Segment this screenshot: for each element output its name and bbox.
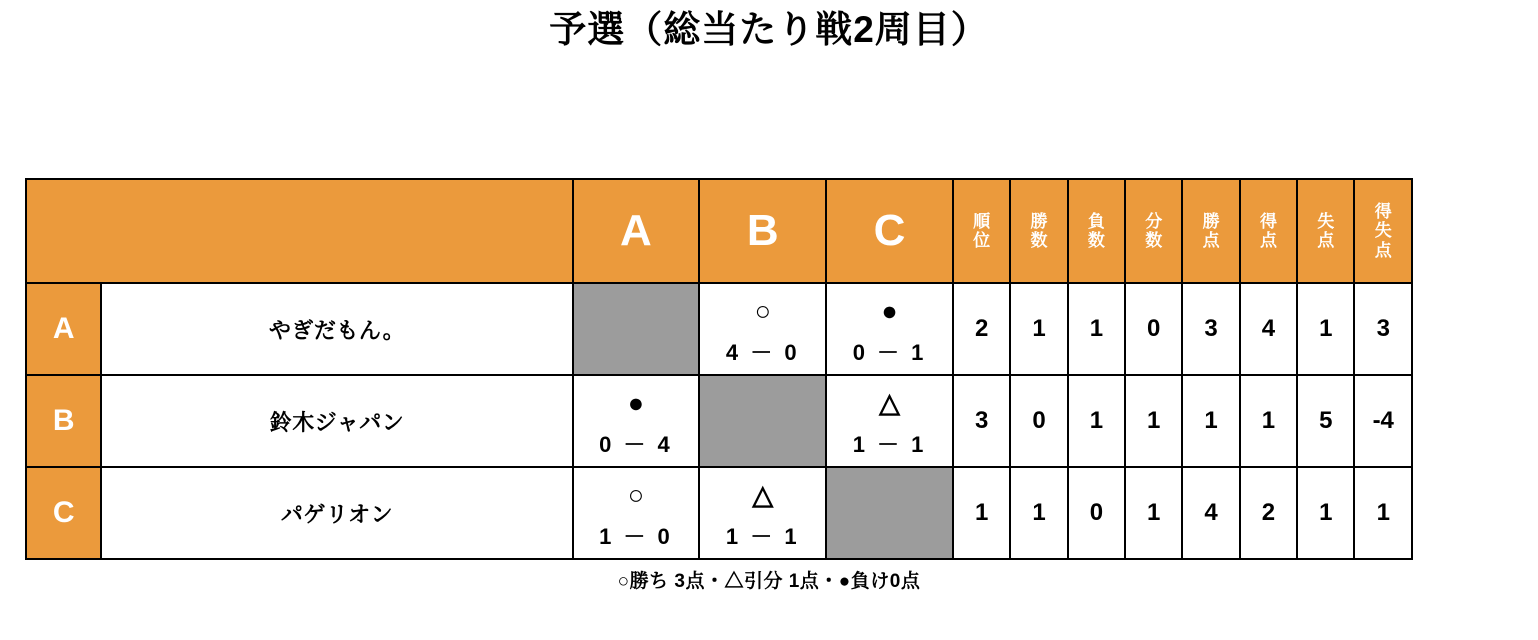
match-cell-b-vs-b xyxy=(699,375,826,467)
table-row xyxy=(26,375,1412,467)
stat-losses-c: 0 xyxy=(1068,467,1125,559)
stat-goals-against-c: 1 xyxy=(1297,467,1354,559)
header-stat-goals-against xyxy=(1297,179,1354,283)
stat-rank-b: 3 xyxy=(953,375,1010,467)
table-header-row xyxy=(26,179,1412,283)
stat-goals-for-c: 2 xyxy=(1240,467,1297,559)
stat-losses-a: 1 xyxy=(1068,283,1125,375)
header-opponent-b: B xyxy=(699,179,826,283)
stat-goal-diff-b: -4 xyxy=(1354,375,1412,467)
stat-points-b: 1 xyxy=(1182,375,1239,467)
header-stat-goal-diff-char-2: 失 xyxy=(1374,221,1392,241)
stat-goals-against-a: 1 xyxy=(1297,283,1354,375)
match-cell-b-vs-c xyxy=(826,375,953,467)
result-mark-win-icon xyxy=(574,482,699,516)
row-letter-b: B xyxy=(26,375,101,467)
header-stat-goal-diff-char-1: 得 xyxy=(1374,202,1392,222)
stat-wins-b: 0 xyxy=(1010,375,1067,467)
stat-rank-a: 2 xyxy=(953,283,1010,375)
match-cell-b-vs-a xyxy=(573,375,700,467)
header-stat-goals-for-char-2: 点 xyxy=(1259,231,1277,250)
match-cell-a-vs-c xyxy=(826,283,953,375)
match-score: 1 － 1 xyxy=(852,431,927,457)
header-stat-goals-for xyxy=(1240,179,1297,283)
header-stat-wins xyxy=(1010,179,1067,283)
stat-points-c: 4 xyxy=(1182,467,1239,559)
header-stat-wins-char-2: 数 xyxy=(1030,231,1048,250)
stat-wins-a: 1 xyxy=(1010,283,1067,375)
result-mark-draw-icon xyxy=(827,390,952,424)
match-score: 1 － 1 xyxy=(725,523,800,549)
header-stat-points xyxy=(1182,179,1239,283)
match-cell-c-vs-a xyxy=(573,467,700,559)
match-score: 0 － 1 xyxy=(852,339,927,365)
header-blank-cell xyxy=(26,179,573,283)
match-score: 0 － 4 xyxy=(599,431,673,457)
table-row xyxy=(26,467,1412,559)
table-row xyxy=(26,283,1412,375)
stat-draws-b: 1 xyxy=(1125,375,1182,467)
stat-rank-c: 1 xyxy=(953,467,1010,559)
header-stat-losses-char-2: 数 xyxy=(1087,231,1105,250)
team-name-a: やぎだもん。 xyxy=(101,283,572,375)
header-stat-losses xyxy=(1068,179,1125,283)
stat-wins-c: 1 xyxy=(1010,467,1067,559)
header-stat-goals-for-char-1: 得 xyxy=(1259,211,1277,231)
header-opponent-c: C xyxy=(826,179,953,283)
header-stat-goals-against-char-1: 失 xyxy=(1317,211,1335,231)
stat-draws-a: 0 xyxy=(1125,283,1182,375)
header-stat-goal-diff xyxy=(1354,179,1412,283)
stat-goals-for-a: 4 xyxy=(1240,283,1297,375)
header-stat-rank xyxy=(953,179,1010,283)
match-score: 1 － 0 xyxy=(599,523,673,549)
team-name-c: パゲリオン xyxy=(101,467,572,559)
header-stat-rank-char-2: 位 xyxy=(973,231,991,250)
standings-table xyxy=(25,178,1413,560)
result-mark-loss-icon xyxy=(574,390,699,424)
stat-goals-against-b: 5 xyxy=(1297,375,1354,467)
header-stat-points-char-2: 点 xyxy=(1202,231,1220,250)
header-stat-wins-char-1: 勝 xyxy=(1030,211,1048,231)
result-mark-loss-icon xyxy=(827,298,952,332)
header-stat-losses-char-1: 負 xyxy=(1087,211,1105,231)
stat-goal-diff-a: 3 xyxy=(1354,283,1412,375)
header-stat-rank-char-1: 順 xyxy=(973,211,991,231)
header-stat-points-char-1: 勝 xyxy=(1202,211,1220,231)
match-cell-c-vs-b xyxy=(699,467,826,559)
header-opponent-a: A xyxy=(573,179,700,283)
match-cell-c-vs-c xyxy=(826,467,953,559)
header-stat-draws-char-2: 数 xyxy=(1145,231,1163,250)
match-cell-a-vs-b xyxy=(699,283,826,375)
row-letter-c: C xyxy=(26,467,101,559)
header-stat-goal-diff-char-3: 点 xyxy=(1374,240,1392,260)
stat-draws-c: 1 xyxy=(1125,467,1182,559)
header-stat-draws xyxy=(1125,179,1182,283)
result-mark-draw-icon xyxy=(700,482,825,516)
scoring-legend: ○勝ち 3点・△引分 1点・●負け0点 xyxy=(617,571,921,592)
stat-goals-for-b: 1 xyxy=(1240,375,1297,467)
result-mark-win-icon xyxy=(700,298,825,332)
header-stat-goals-against-char-2: 点 xyxy=(1317,231,1335,250)
match-cell-a-vs-a xyxy=(573,283,700,375)
row-letter-a: A xyxy=(26,283,101,375)
header-stat-draws-char-1: 分 xyxy=(1145,211,1163,231)
standings-table-container xyxy=(25,178,1413,560)
stat-points-a: 3 xyxy=(1182,283,1239,375)
match-score: 4 － 0 xyxy=(725,339,800,365)
stat-goal-diff-c: 1 xyxy=(1354,467,1412,559)
stat-losses-b: 1 xyxy=(1068,375,1125,467)
page-title: 予選（総当たり戦2周目） xyxy=(549,9,989,50)
team-name-b: 鈴木ジャパン xyxy=(101,375,572,467)
